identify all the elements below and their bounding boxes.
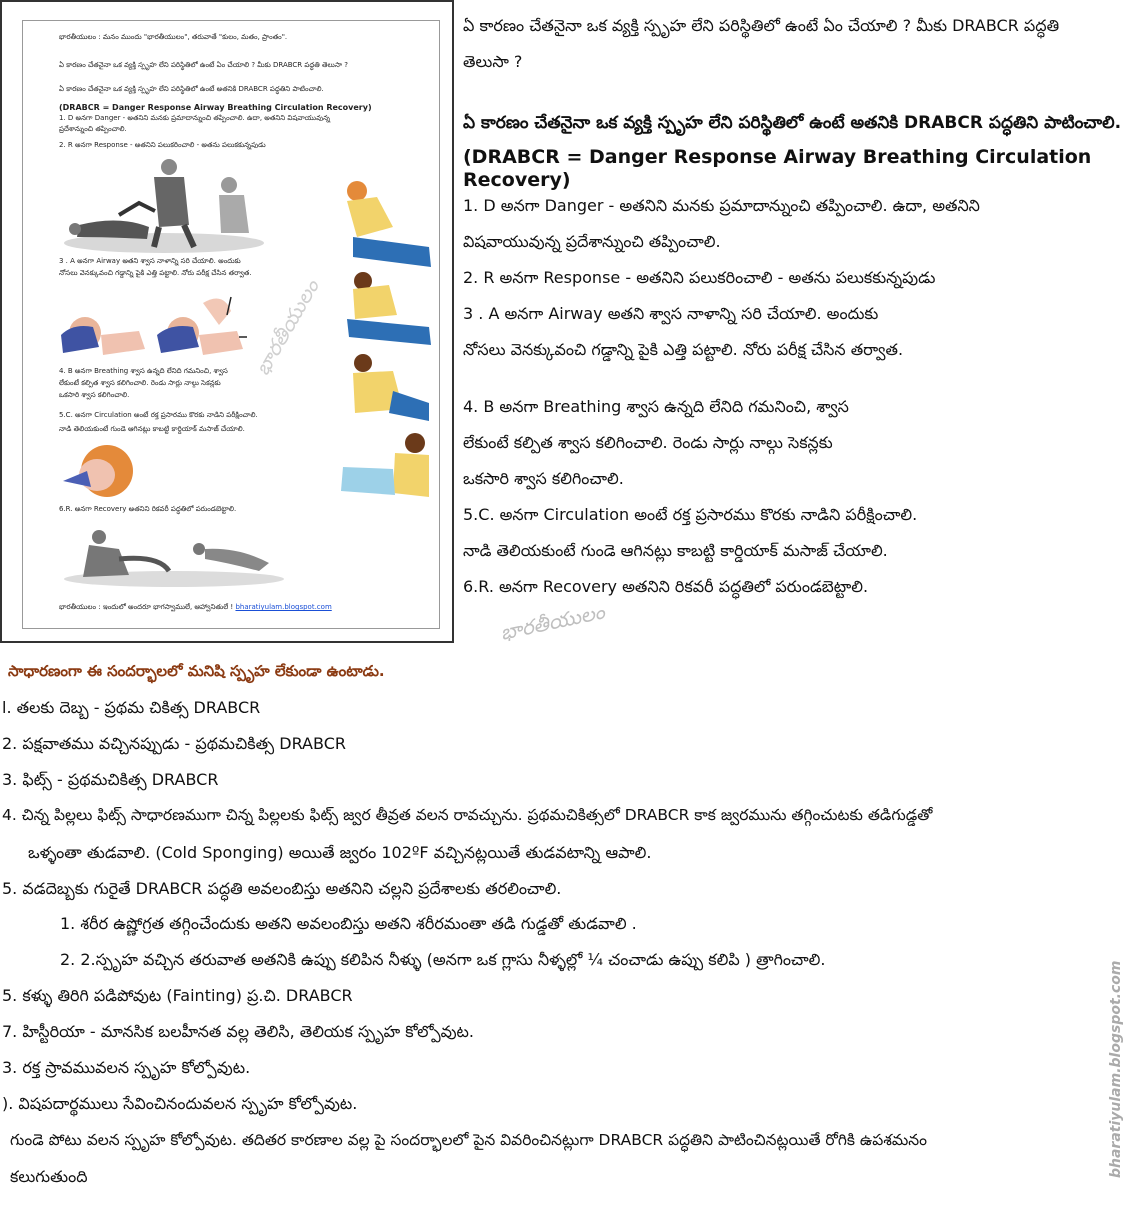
thumb-line: నోసలు వెనక్కువంచి గడ్డాన్ని పైకి ఎత్తి పట్టాలి. నోరు పరీక్ష చేసిన తర్వాత. bbox=[59, 269, 252, 277]
thumb-line: 2. R అనగా Response - అతనిని పలుకరించాలి - అతను పలుకకున్నపుడు bbox=[59, 141, 266, 149]
airway-illustration bbox=[53, 283, 253, 363]
step-d-line-1: 1. D అనగా Danger - అతనిని మనకు ప్రమాదాన్నుంచి తప్పించాలి. ఉదా, అతనిని bbox=[463, 196, 980, 215]
thumb-line: భారతీయులం : మనం ముందు "భారతీయులం", తరువాతే "కులం, మతం, ప్రాంతం". bbox=[59, 33, 288, 41]
cause-item-6: 5. కళ్ళు తిరిగి పడిపోవుట (Fainting) ప్ర.చి. DRABCR bbox=[2, 986, 353, 1005]
drabcr-expansion-line-2: Recovery) bbox=[463, 169, 571, 191]
step-a-line-1: 3 . A అనగా Airway అతని శ్వాస నాళాన్ని సరి చేయాలి. అందుకు bbox=[463, 304, 879, 323]
circulation-illustration bbox=[57, 441, 147, 501]
thumb-line: (DRABCR = Danger Response Airway Breathing Circulation Recovery) bbox=[59, 103, 372, 112]
step-b-line-1: 4. B అనగా Breathing శ్వాస ఉన్నది లేనిది గమనించి, శ్వాస bbox=[463, 397, 849, 416]
cause-item-5-sub-2: 2. 2.స్పృహ వచ్చిన తరువాత అతనికి ఉప్పు కలిపిన నీళ్ళు (అనగా ఒక గ్లాసు నీళ్ళల్లో ¼ చంచాడు ఉప్పు కలిపి ) త్రాగించాలి. bbox=[60, 950, 826, 969]
cause-item-4-line-2: ఒళ్ళంతా తుడవాలి. (Cold Sponging) అయితే జ్వరం 102ºF వచ్చినట్లయితే తుడవటాన్ని ఆపాలి. bbox=[28, 843, 652, 862]
cause-item-2: 2. పక్షవాతము వచ్చినప్పుడు - ప్రథమచికిత్స DRABCR bbox=[2, 734, 346, 753]
step-r: 2. R అనగా Response - అతనిని పలుకరించాలి - అతను పలుకకున్నపుడు bbox=[463, 268, 936, 287]
recovery-illustration bbox=[59, 519, 289, 589]
blog-link[interactable]: bharatiyulam.blogspot.com bbox=[235, 603, 332, 611]
step-b-line-3: ఒకసారి శ్వాస కలిగించాలి. bbox=[463, 469, 624, 488]
step-recovery: 6.R. అనగా Recovery అతనిని రికవరీ పద్ధతిలో పరుండబెట్టాలి. bbox=[463, 577, 869, 596]
thumb-footer-text: భారతీయులం : ఇందులో అందరూ భాగస్వాములే, ఆహ్వానితులే ! bbox=[59, 603, 234, 611]
step-d-line-2: విషవాయువున్న ప్రదేశాన్నుంచి తప్పించాలి. bbox=[463, 232, 721, 251]
side-watermark: bharatiyulam.blogspot.com bbox=[1108, 960, 1124, 1178]
cause-item-3: 3. ఫిట్స్ - ప్రథమచికిత్స DRABCR bbox=[2, 770, 219, 789]
thumb-line: ఏ కారణం చేతనైనా ఒక వ్యక్తి స్పృహ లేని పరిస్థితిలో ఉంటే అతనికి DRABCR పద్ధతిని పాటించాలి. bbox=[59, 85, 324, 93]
cpr-steps-illustration bbox=[333, 177, 433, 507]
cause-item-5-sub-1: 1. శరీర ఉష్ణోగ్రత తగ్గించేందుకు అతని అవలంబిస్తు అతని శరీరమంతా తడి గుడ్డతో తుడవాలి . bbox=[60, 914, 637, 933]
thumb-line: 3 . A అనగా Airway అతని శ్వాస నాళాన్ని సరి చేయాలి. అందుకు bbox=[59, 257, 241, 265]
cause-item-9: ). విషపదార్థములు సేవించినందువలన స్పృహ కోల్పోవుట. bbox=[2, 1094, 358, 1113]
thumb-line: లేకుంటే కల్పిత శ్వాస కలిగించాలి. రెండు సార్లు నాల్గు సెకన్లకు bbox=[59, 379, 221, 387]
rescue-illustration bbox=[59, 155, 269, 255]
question-line-1: ఏ కారణం చేతనైనా ఒక వ్యక్తి స్పృహ లేని పరిస్థితిలో ఉంటే ఏం చేయాలి ? మీకు DRABCR పద్ధతి bbox=[463, 16, 1060, 35]
cause-item-5: 5. వడదెబ్బకు గురైతే DRABCR పద్ధతి అవలంబిస్తు అతనిని చల్లని ప్రదేశాలకు తరలించాలి. bbox=[2, 879, 562, 898]
thumb-footer bbox=[59, 603, 332, 612]
step-c-line-1: 5.C. అనగా Circulation అంటే రక్త ప్రసారము కొరకు నాడిని పరీక్షించాలి. bbox=[463, 505, 918, 524]
closing-line-2: కలుగుతుంది bbox=[10, 1167, 88, 1186]
watermark: భారతీయులం bbox=[498, 599, 607, 645]
thumb-line: 1. D అనగా Danger - అతనిని మనకు ప్రమాదాన్నుంచి తప్పించాలి. ఉదా, అతనిని విషవాయువున్న bbox=[59, 114, 331, 122]
thumb-watermark: భారతీయులం bbox=[249, 275, 324, 380]
thumb-line: నాడి తెలియకుంటే గుండె ఆగినట్లు కాబట్టి కార్డియాక్ మసాజ్ చేయాలి. bbox=[59, 425, 245, 433]
drabcr-expansion-line-1: (DRABCR = Danger Response Airway Breathing Circulation bbox=[463, 146, 1092, 168]
thumb-line: ఒకసారి శ్వాస కలిగించాలి. bbox=[59, 391, 130, 399]
thumb-line: 4. B అనగా Breathing శ్వాస ఉన్నది లేనిది గమనించి, శ్వాస bbox=[59, 367, 228, 375]
thumb-line: 5.C. అనగా Circulation అంటే రక్త ప్రసారము కొరకు నాడిని పరీక్షించాలి. bbox=[59, 411, 258, 419]
thumb-line: ప్రదేశాన్నుంచి తప్పించాలి. bbox=[59, 125, 127, 133]
lower-heading: సాధారణంగా ఈ సందర్భాలలో మనిషి స్పృహ లేకుండా ఉంటాడు. bbox=[8, 662, 385, 680]
lead-statement: ఏ కారణం చేతనైనా ఒక వ్యక్తి స్పృహ లేని పరిస్థితిలో ఉంటే అతనికి DRABCR పద్ధతిని పాటించాలి. bbox=[463, 113, 1122, 133]
cause-item-4-line-1: 4. చిన్న పిల్లలు ఫిట్స్ సాధారణముగా చిన్న పిల్లలకు ఫిట్స్ జ్వర తీవ్రత వలన రావచ్చును. ప్రథమచికిత్సలో DRABCR కాక జ్వరమును తగ్గించుటకు తడిగుడ్డతో bbox=[2, 806, 933, 824]
cause-item-8: 3. రక్త స్రావమువలన స్పృహ కోల్పోవుట. bbox=[2, 1058, 251, 1077]
thumb-line: 6.R. అనగా Recovery అతనిని రికవరీ పద్ధతిలో పరుండబెట్టాలి. bbox=[59, 505, 237, 513]
step-c-line-2: నాడి తెలియకుంటే గుండె ఆగినట్లు కాబట్టి కార్డియాక్ మసాజ్ చేయాలి. bbox=[463, 541, 888, 560]
cause-item-7: 7. హిస్టీరియా - మానసిక బలహీనత వల్ల తెలిసి, తెలియక స్పృహ కోల్పోవుట. bbox=[2, 1022, 474, 1041]
cause-item-1: l. తలకు దెబ్బ - ప్రథమ చికిత్స DRABCR bbox=[2, 698, 261, 717]
page-thumbnail bbox=[0, 0, 454, 643]
thumb-line: ఏ కారణం చేతనైనా ఒక వ్యక్తి స్పృహ లేని పరిస్థితిలో ఉంటే ఏం చేయాలి ? మీకు DRABCR పద్ధతి తెలుసా ? bbox=[59, 61, 348, 69]
thumbnail-sheet bbox=[22, 20, 440, 629]
question-line-2: తెలుసా ? bbox=[463, 52, 523, 71]
closing-line-1: గుండె పోటు వలన స్పృహ కోల్పోవుట. తదితర కారణాల వల్ల పై సందర్భాలలో పైన వివరించినట్లుగా DRABCR పద్ధతిని పాటించినట్లయితే రోగికి ఉపశమనం bbox=[10, 1131, 927, 1149]
step-b-line-2: లేకుంటే కల్పిత శ్వాస కలిగించాలి. రెండు సార్లు నాల్గు సెకన్లకు bbox=[463, 433, 833, 452]
step-a-line-2: నోసలు వెనక్కువంచి గడ్డాన్ని పైకి ఎత్తి పట్టాలి. నోరు పరీక్ష చేసిన తర్వాత. bbox=[463, 340, 904, 359]
